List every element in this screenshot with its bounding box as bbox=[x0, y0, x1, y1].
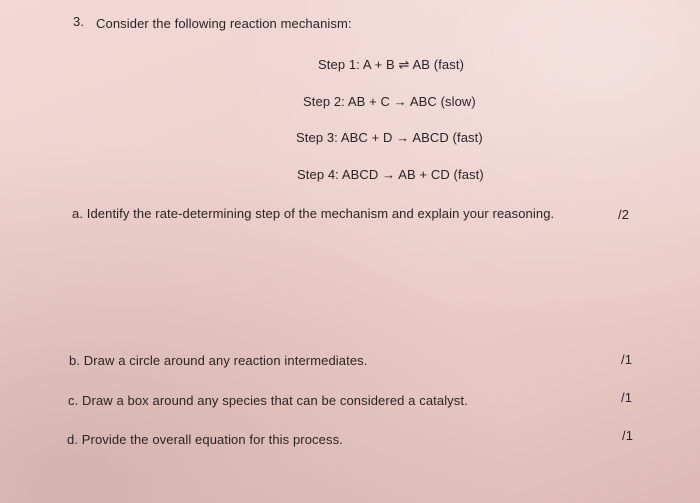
mechanism-step-1: Step 1: A + B ⇌ AB (fast) bbox=[318, 57, 464, 72]
question-prompt: Consider the following reaction mechanism: bbox=[96, 16, 352, 31]
part-d-text: d. Provide the overall equation for this process. bbox=[67, 432, 343, 447]
mechanism-step-2: Step 2: AB + C → ABC (slow) bbox=[303, 94, 476, 109]
part-b-points: /1 bbox=[621, 352, 633, 367]
part-b-text: b. Draw a circle around any reaction intermediates. bbox=[69, 353, 368, 368]
part-a-text: a. Identify the rate-determining step of the mechanism and explain your reasoning. bbox=[72, 206, 555, 221]
mechanism-step-4: Step 4: ABCD → AB + CD (fast) bbox=[297, 167, 484, 182]
mechanism-step-3: Step 3: ABC + D → ABCD (fast) bbox=[296, 130, 483, 145]
part-c-text: c. Draw a box around any species that can be considered a catalyst. bbox=[68, 393, 468, 408]
part-d-points: /1 bbox=[622, 428, 634, 443]
part-a-points: /2 bbox=[618, 207, 630, 222]
part-c-points: /1 bbox=[621, 390, 633, 405]
question-number: 3. bbox=[73, 14, 85, 29]
